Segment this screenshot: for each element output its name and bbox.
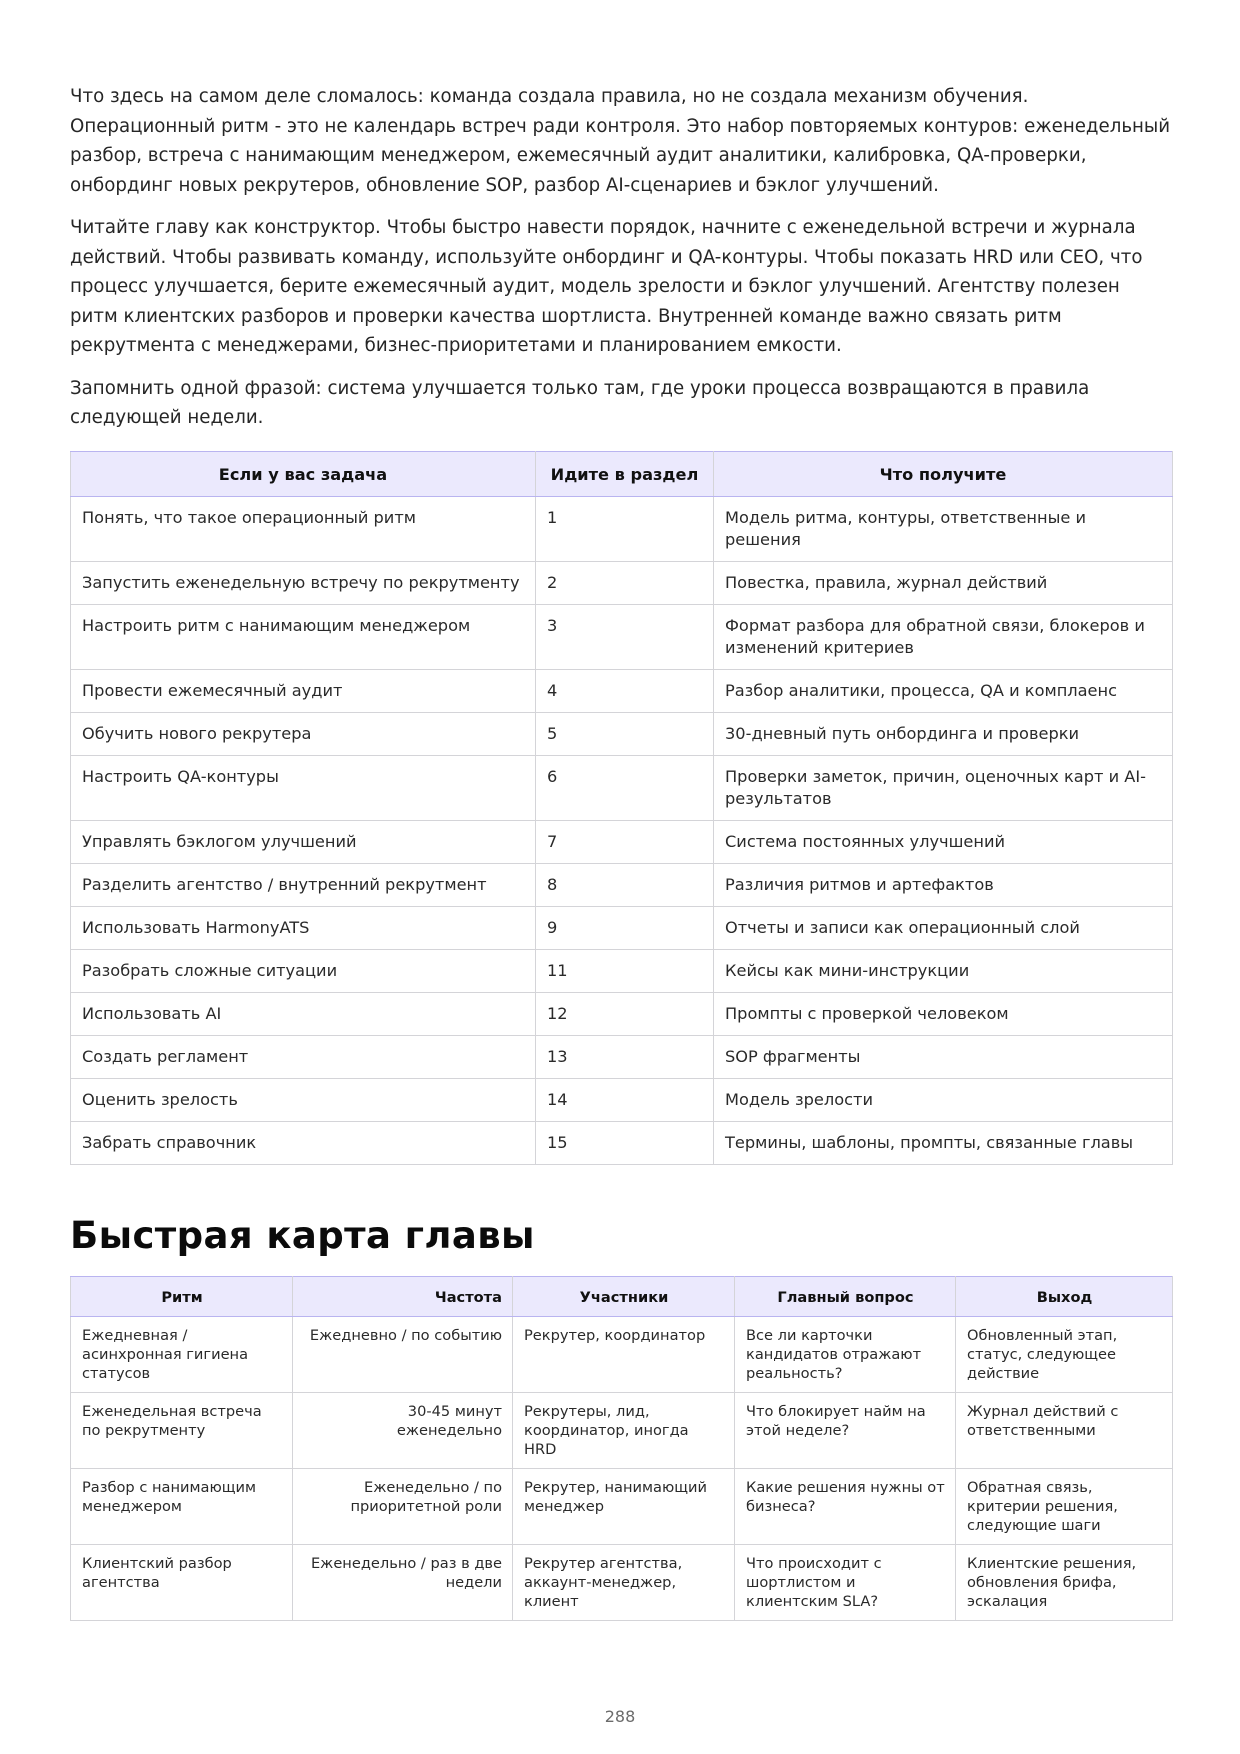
table-cell: 2 — [536, 561, 714, 604]
table-cell: Журнал действий с ответственными — [956, 1392, 1173, 1468]
table-row — [71, 863, 1173, 906]
table-cell: Модель ритма, контуры, ответственные и решения — [714, 496, 1173, 561]
intro-paragraph-1: Что здесь на самом деле сломалось: команда создала правила, но не создала механизм обучения. Операционный ритм - это не календарь встреч ради контроля. Это набор повторяемых контуров: еженедельный разбор, встреча с нанимающим менеджером, ежемесячный аудит аналитики, калибровка, QA-проверки, онбординг новых рекрутеров, обновление SOP, разбор AI-сценариев и бэклог улучшений. — [70, 86, 1171, 196]
table-cell: Все ли карточки кандидатов отражают реальность? — [735, 1316, 956, 1392]
table-cell: 12 — [536, 992, 714, 1035]
intro-paragraph-3: Запомнить одной фразой: система улучшается только там, где уроки процесса возвращаются в правила следующей недели. — [70, 377, 1090, 428]
table-cell: Еженедельно / по приоритетной роли — [293, 1468, 513, 1544]
table-row — [71, 561, 1173, 604]
table-cell: Обучить нового рекрутера — [71, 712, 536, 755]
table-cell: Что блокирует найм на этой неделе? — [735, 1392, 956, 1468]
column-header: Что получите — [714, 451, 1173, 496]
table-cell: Рекрутер, нанимающий менеджер — [513, 1468, 735, 1544]
table-cell: Оценить зрелость — [71, 1078, 536, 1121]
table-cell: Понять, что такое операционный ритм — [71, 496, 536, 561]
table-cell: Запустить еженедельную встречу по рекрутменту — [71, 561, 536, 604]
table-cell: Клиентские решения, обновления брифа, эскалация — [956, 1544, 1173, 1620]
table-cell: 1 — [536, 496, 714, 561]
table-cell: Обратная связь, критерии решения, следующие шаги — [956, 1468, 1173, 1544]
table-cell: 4 — [536, 669, 714, 712]
table-cell: Разделить агентство / внутренний рекрутмент — [71, 863, 536, 906]
table-cell: Рекрутер агентства, аккаунт-менеджер, клиент — [513, 1544, 735, 1620]
table-cell: Рекрутеры, лид, координатор, иногда HRD — [513, 1392, 735, 1468]
table-cell: Еженедельно / раз в две недели — [293, 1544, 513, 1620]
table-cell: Повестка, правила, журнал действий — [714, 561, 1173, 604]
navigation-table — [70, 451, 1173, 1165]
table-cell: 3 — [536, 604, 714, 669]
column-header: Участники — [513, 1276, 735, 1316]
column-header: Частота — [293, 1276, 513, 1316]
table-cell: 5 — [536, 712, 714, 755]
table-cell: 6 — [536, 755, 714, 820]
table-cell: Отчеты и записи как операционный слой — [714, 906, 1173, 949]
table-cell: Какие решения нужны от бизнеса? — [735, 1468, 956, 1544]
table-header-row — [71, 451, 1173, 496]
column-header: Идите в раздел — [536, 451, 714, 496]
table-cell: Промпты с проверкой человеком — [714, 992, 1173, 1035]
table-cell: 9 — [536, 906, 714, 949]
intro-paragraph-2: Читайте главу как конструктор. Чтобы быстро навести порядок, начните с еженедельной встречи и журнала действий. Чтобы развивать команду, используйте онбординг и QA-контуры. Чтобы показать HRD или CEO, что процесс улучшается, берите ежемесячный аудит, модель зрелости и бэклог улучшений. Агентству полезен ритм клиентских разборов и проверки качества шортлиста. Внутренней команде важно связать ритм рекрутмента с менеджерами, бизнес-приоритетами и планированием емкости. — [70, 217, 1143, 356]
table-cell: Модель зрелости — [714, 1078, 1173, 1121]
table-row — [71, 755, 1173, 820]
table-row — [71, 669, 1173, 712]
table-cell: 15 — [536, 1121, 714, 1164]
table-cell: 13 — [536, 1035, 714, 1078]
column-header: Если у вас задача — [71, 451, 536, 496]
table-row — [71, 604, 1173, 669]
table-cell: Различия ритмов и артефактов — [714, 863, 1173, 906]
table-cell: Использовать HarmonyATS — [71, 906, 536, 949]
table-cell: Разобрать сложные ситуации — [71, 949, 536, 992]
column-header: Ритм — [71, 1276, 293, 1316]
table-cell: Рекрутер, координатор — [513, 1316, 735, 1392]
table-cell: SOP фрагменты — [714, 1035, 1173, 1078]
table-row — [71, 1035, 1173, 1078]
column-header: Главный вопрос — [735, 1276, 956, 1316]
table-row — [71, 949, 1173, 992]
table-row — [71, 496, 1173, 561]
table-cell: Обновленный этап, статус, следующее действие — [956, 1316, 1173, 1392]
table-cell: 30-дневный путь онбординга и проверки — [714, 712, 1173, 755]
table-cell: Настроить ритм с нанимающим менеджером — [71, 604, 536, 669]
table-cell: Разбор с нанимающим менеджером — [71, 1468, 293, 1544]
table-row — [71, 992, 1173, 1035]
table-row — [71, 1392, 1173, 1468]
table-cell: Создать регламент — [71, 1035, 536, 1078]
table-cell: Кейсы как мини-инструкции — [714, 949, 1173, 992]
column-header: Выход — [956, 1276, 1173, 1316]
table-cell: Разбор аналитики, процесса, QA и комплаенс — [714, 669, 1173, 712]
table-cell: Забрать справочник — [71, 1121, 536, 1164]
section-title: Быстрая карта главы — [70, 1213, 535, 1257]
table-cell: Что происходит с шортлистом и клиентским SLA? — [735, 1544, 956, 1620]
table-cell: Формат разбора для обратной связи, блокеров и изменений критериев — [714, 604, 1173, 669]
table-row — [71, 1078, 1173, 1121]
table-cell: Система постоянных улучшений — [714, 820, 1173, 863]
page-number: 288 — [604, 1707, 636, 1726]
table-row — [71, 1468, 1173, 1544]
table-row — [71, 820, 1173, 863]
table-cell: Проверки заметок, причин, оценочных карт и AI-результатов — [714, 755, 1173, 820]
table-cell: Использовать AI — [71, 992, 536, 1035]
table-cell: Управлять бэклогом улучшений — [71, 820, 536, 863]
table-cell: Ежедневная / асинхронная гигиена статусов — [71, 1316, 293, 1392]
table-row — [71, 906, 1173, 949]
table-cell: Термины, шаблоны, промпты, связанные главы — [714, 1121, 1173, 1164]
table-cell: Настроить QA-контуры — [71, 755, 536, 820]
table-cell: Ежедневно / по событию — [293, 1316, 513, 1392]
table-cell: 30-45 минут еженедельно — [293, 1392, 513, 1468]
table-row — [71, 1544, 1173, 1620]
table-cell: Еженедельная встреча по рекрутменту — [71, 1392, 293, 1468]
table-row — [71, 712, 1173, 755]
table-cell: Провести ежемесячный аудит — [71, 669, 536, 712]
page-content — [70, 82, 1172, 1621]
table-row — [71, 1316, 1173, 1392]
table-cell: Клиентский разбор агентства — [71, 1544, 293, 1620]
table-cell: 7 — [536, 820, 714, 863]
table-row — [71, 1121, 1173, 1164]
table-cell: 14 — [536, 1078, 714, 1121]
table-header-row — [71, 1276, 1173, 1316]
table-cell: 8 — [536, 863, 714, 906]
table-cell: 11 — [536, 949, 714, 992]
chapter-map-table — [70, 1276, 1173, 1621]
